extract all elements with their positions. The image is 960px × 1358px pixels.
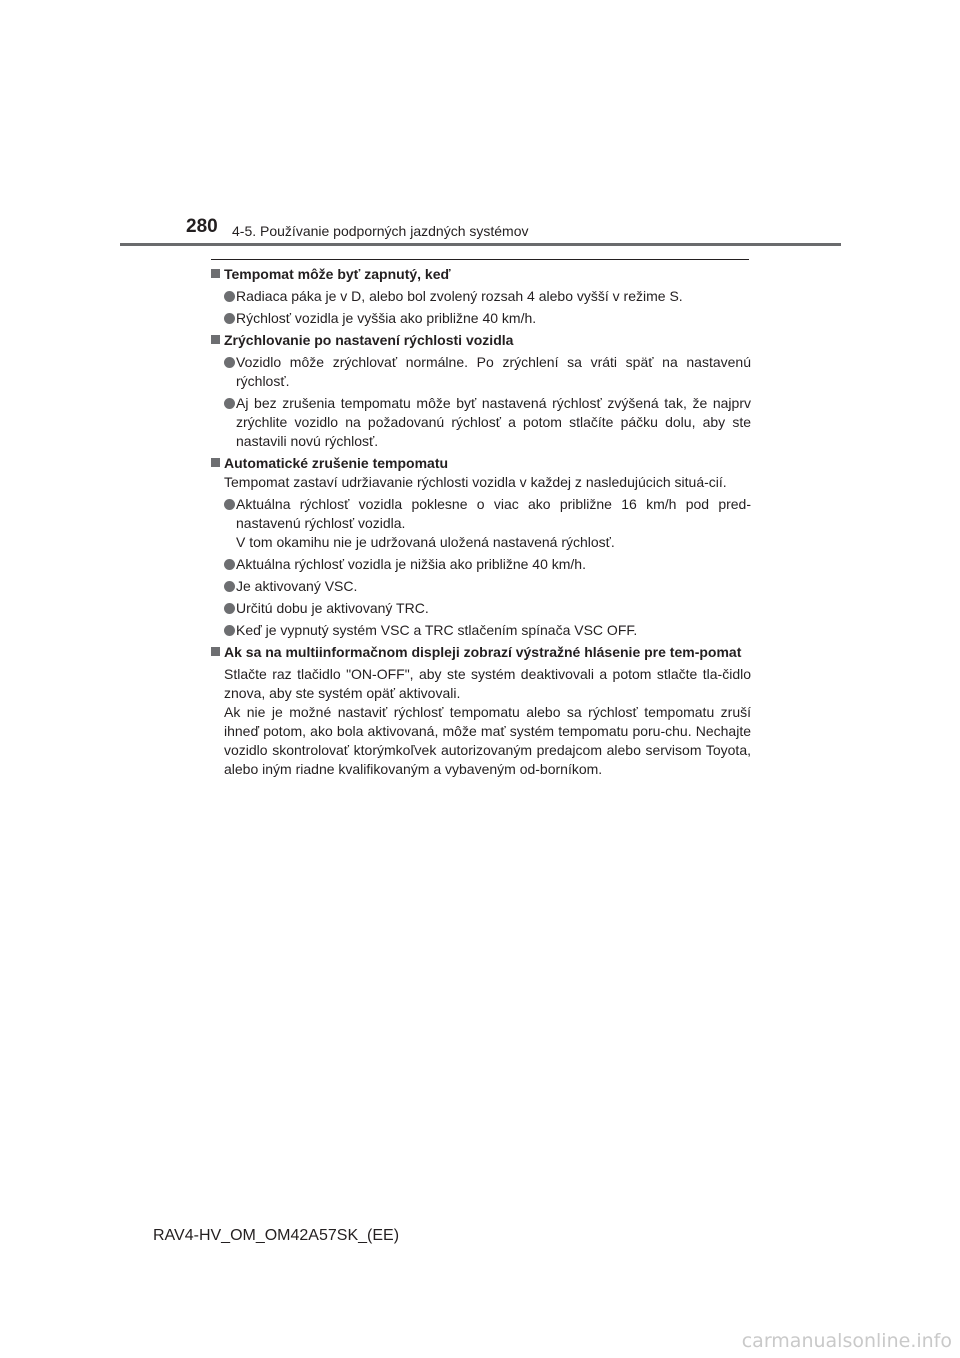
square-bullet-icon [211, 647, 220, 656]
section-intro: Tempomat zastaví udržiavanie rýchlosti vozidla v každej z nasledujúcich situá-cií. [224, 474, 727, 490]
list-item [211, 394, 751, 451]
section-warning-message [211, 643, 751, 779]
item-text: Keď je vypnutý systém VSC a TRC stlačením spínača VSC OFF. [236, 622, 638, 638]
circle-bullet-icon [224, 603, 235, 614]
item-text: Aktuálna rýchlosť vozidla poklesne o viac ako približne 16 km/h pod pred-nastavenú rýchlosť vozidla. [236, 496, 751, 531]
list-item [211, 353, 751, 391]
heading-text: Zrýchlovanie po nastavení rýchlosti vozidla [224, 332, 514, 348]
item-note: V tom okamihu nie je udržovaná uložená nastavená rýchlosť. [236, 534, 615, 550]
circle-bullet-icon [224, 625, 235, 636]
section-cruise-enable [211, 265, 751, 328]
section-heading [211, 265, 751, 284]
page-content [211, 265, 751, 779]
paragraph: Stlačte raz tlačidlo "ON-OFF", aby ste systém deaktivovali a potom stlačte tla-čidlo znova, aby ste systém opäť aktivovali. [224, 666, 751, 701]
footer-doc-code: RAV4-HV_OM_OM42A57SK_(EE) [153, 1227, 400, 1244]
circle-bullet-icon [224, 357, 235, 368]
section-heading [211, 643, 751, 662]
square-bullet-icon [211, 269, 220, 278]
item-text: Radiaca páka je v D, alebo bol zvolený rozsah 4 alebo vyšší v režime S. [236, 288, 683, 304]
item-text: Určitú dobu je aktivovaný TRC. [236, 600, 429, 616]
circle-bullet-icon [224, 559, 235, 570]
list-item [211, 555, 751, 574]
item-text: Vozidlo môže zrýchlovať normálne. Po zrýchlení sa vráti späť na nastavenú rýchlosť. [236, 354, 751, 389]
page-number: 280 [186, 216, 218, 237]
section-acceleration [211, 331, 751, 451]
list-item [211, 577, 751, 596]
section-heading [211, 331, 751, 350]
item-text: Rýchlosť vozidla je vyššia ako približne 40 km/h. [236, 310, 537, 326]
paragraph: Ak nie je možné nastaviť rýchlosť tempomatu alebo sa rýchlosť tempomatu zruší ihneď potom, ako bola aktivovaná, môže mať systém tempomatu poru-chu. Nechajte vozidlo skontrolovať ktorýmkoľvek autorizovaným predajcom alebo servisom Toyota, alebo iným riadne kvalifikovaným a vybaveným od-borníkom. [224, 704, 751, 777]
item-text: Aktuálna rýchlosť vozidla je nižšia ako približne 40 km/h. [236, 556, 586, 572]
header-rule [120, 243, 841, 246]
content-rule [211, 259, 749, 260]
section-heading [211, 454, 751, 473]
section-auto-cancel [211, 454, 751, 640]
list-item [211, 309, 751, 328]
item-text: Aj bez zrušenia tempomatu môže byť nastavená rýchlosť zvýšená tak, že najprv zrýchlite vozidlo na požadovanú rýchlosť a potom stlačíte páčku dolu, aby ste nastavili novú rýchlosť. [236, 395, 751, 449]
circle-bullet-icon [224, 291, 235, 302]
heading-text: Ak sa na multiinformačnom displeji zobrazí výstražné hlásenie pre tem-pomat [224, 644, 742, 660]
circle-bullet-icon [224, 313, 235, 324]
list-item [211, 287, 751, 306]
list-item [211, 621, 751, 640]
section-title: 4-5. Používanie podporných jazdných systémov [232, 223, 529, 239]
watermark: carmanualsonline.info [741, 1330, 952, 1352]
square-bullet-icon [211, 335, 220, 344]
heading-text: Automatické zrušenie tempomatu [224, 455, 449, 471]
heading-text: Tempomat môže byť zapnutý, keď [224, 266, 451, 282]
square-bullet-icon [211, 458, 220, 467]
item-text: Je aktivovaný VSC. [236, 578, 358, 594]
list-item [211, 599, 751, 618]
circle-bullet-icon [224, 581, 235, 592]
circle-bullet-icon [224, 499, 235, 510]
circle-bullet-icon [224, 398, 235, 409]
list-item [211, 495, 751, 552]
